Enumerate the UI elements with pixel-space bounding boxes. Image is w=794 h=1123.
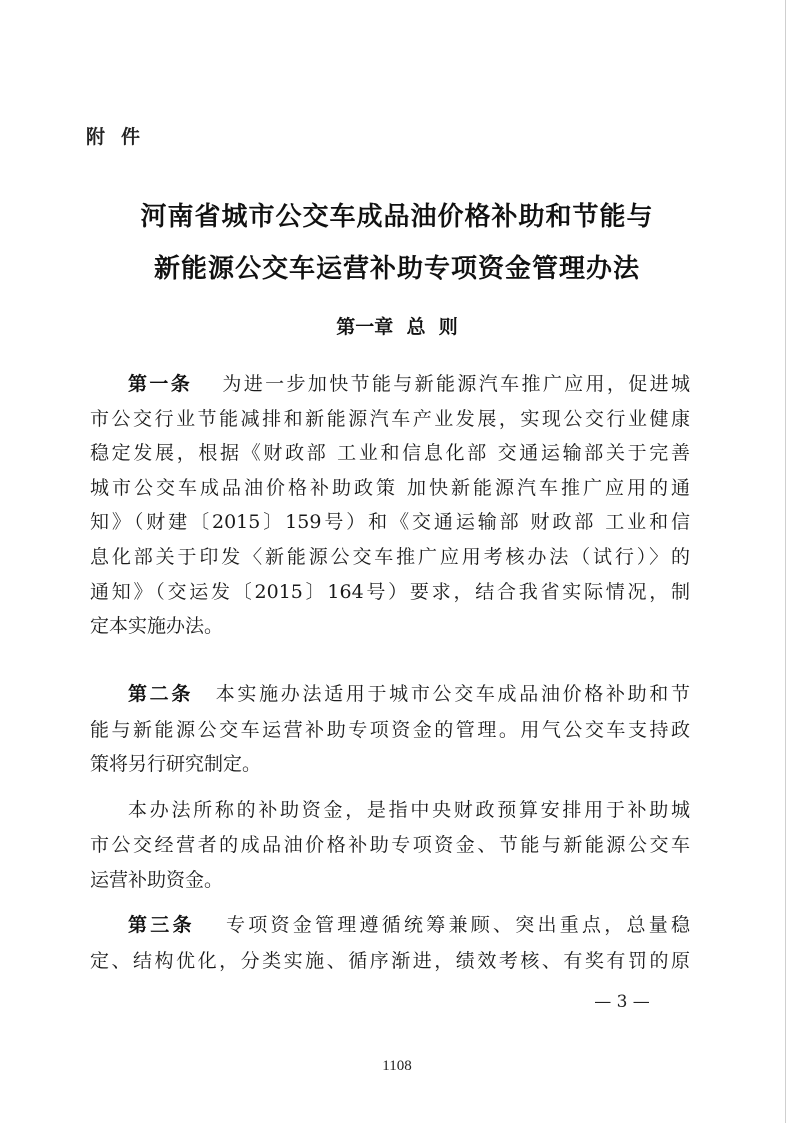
attachment-label: 附件 — [86, 126, 157, 148]
article-2-text: 本实施办法适用于城市公交车成品油价格补助和节 — [213, 683, 690, 705]
article-1-line: 通知》（交运发〔2015〕164号）要求，结合我省实际情况，制 — [90, 581, 690, 603]
page-folio: — 3 — — [594, 992, 650, 1012]
article-1-line: 定本实施办法。 — [90, 615, 224, 637]
article-3-label: 第三条 — [128, 914, 195, 936]
article-2-label: 第二条 — [128, 683, 194, 705]
article-3-first-line — [128, 913, 690, 937]
chapter-heading: 第一章 总 则 — [336, 316, 458, 338]
article-3-text: 专项资金管理遵循统筹兼顾、突出重点，总量稳 — [222, 914, 690, 936]
article-2-first-line — [128, 682, 690, 706]
subsidy-paragraph-line: 运营补助资金。 — [90, 869, 224, 891]
article-2-line: 能与新能源公交车运营补助专项资金的管理。用气公交车支持政 — [90, 719, 690, 741]
bottom-page-number: 1108 — [382, 1058, 412, 1074]
article-1-first-line — [128, 372, 690, 396]
article-1-line: 市公交行业节能减排和新能源汽车产业发展，实现公交行业健康 — [90, 408, 690, 430]
subsidy-paragraph-line: 市公交经营者的成品油价格补助专项资金、节能与新能源公交车 — [90, 834, 690, 856]
page-edge-line — [785, 0, 786, 1123]
article-3-line: 定、结构优化，分类实施、循序渐进，绩效考核、有奖有罚的原 — [90, 950, 690, 972]
article-1-line: 知》（财建〔2015〕159号）和《交通运输部 财政部 工业和信 — [90, 511, 690, 533]
article-1-line: 稳定发展，根据《财政部 工业和信息化部 交通运输部关于完善 — [90, 442, 690, 464]
subsidy-paragraph-first-line: 本办法所称的补助资金，是指中央财政预算安排用于补助城 — [128, 799, 690, 821]
article-1-text: 为进一步加快节能与新能源汽车推广应用，促进城 — [220, 373, 690, 395]
article-1-line: 息化部关于印发〈新能源公交车推广应用考核办法（试行）〉的 — [90, 546, 690, 568]
document-title-line-1: 河南省城市公交车成品油价格补助和节能与 — [140, 202, 654, 232]
article-1-line: 城市公交车成品油价格补助政策 加快新能源汽车推广应用的通 — [90, 477, 690, 499]
article-1-label: 第一条 — [128, 373, 193, 395]
document-title-line-2: 新能源公交车运营补助专项资金管理办法 — [153, 254, 640, 284]
article-2-line: 策将另行研究制定。 — [90, 753, 262, 775]
